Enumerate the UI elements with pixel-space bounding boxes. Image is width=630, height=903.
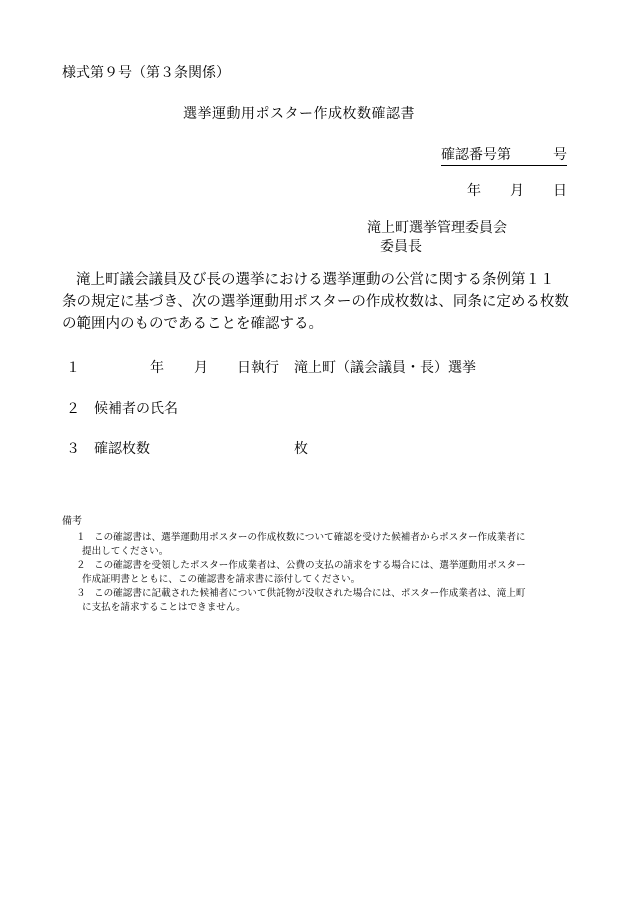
item1-day-exec: 日執行 <box>237 360 279 376</box>
note-text-line1: この確認書を受領したポスター作成業者は、公費の支払の請求をする場合には、選挙運動用ポスター <box>94 560 526 571</box>
note-item <box>62 559 582 587</box>
item3-number: ３ <box>66 441 80 457</box>
note-text-line2: に支払を請求することはできません。 <box>82 602 246 613</box>
item1-month: 月 <box>194 360 208 376</box>
date-month: 月 <box>510 183 524 199</box>
body-line-1: 滝上町議会議員及び長の選挙における選挙運動の公営に関する条例第１１ <box>76 272 555 288</box>
item3-unit: 枚 <box>294 441 308 457</box>
item1-year: 年 <box>150 360 164 376</box>
note-text-line1: この確認書に記載された候補者について供託物が没収された場合には、ポスター作成業者は、滝上町 <box>94 588 526 599</box>
item2-number: ２ <box>66 401 80 417</box>
note-number: ３ <box>76 588 86 599</box>
confirm-number-suffix: 号 <box>553 147 567 163</box>
issuer-role: 委員長 <box>380 239 422 255</box>
confirm-number <box>441 146 567 166</box>
confirm-number-label: 確認番号第 <box>441 147 511 163</box>
notes-section <box>62 515 582 615</box>
note-number: １ <box>76 532 86 543</box>
note-item <box>62 531 582 559</box>
body-paragraph <box>62 269 584 335</box>
note-text-line2: 作成証明書とともに、この確認書を請求書に添付してください。 <box>82 574 361 585</box>
date-year: 年 <box>467 183 481 199</box>
item1-number: １ <box>66 360 80 376</box>
issuer-org: 滝上町選挙管理委員会 <box>367 220 507 236</box>
form-id: 様式第９号（第３条関係） <box>62 65 230 81</box>
note-text-line2: 提出してください。 <box>82 546 169 557</box>
notes-heading: 備考 <box>62 516 82 527</box>
body-line-2: 条の規定に基づき、次の選挙運動用ポスターの作成枚数は、同条に定める枚数 <box>62 294 569 310</box>
item1-election: 滝上町（議会議員・長）選挙 <box>294 360 476 376</box>
note-item <box>62 587 582 615</box>
document-title: 選挙運動用ポスター作成枚数確認書 <box>183 106 415 122</box>
date-day: 日 <box>553 183 567 199</box>
note-number: ２ <box>76 560 86 571</box>
item2-label: 候補者の氏名 <box>94 401 178 417</box>
item3-label: 確認枚数 <box>94 441 150 457</box>
note-text-line1: この確認書は、選挙運動用ポスターの作成枚数について確認を受けた候補者からポスター作成業者に <box>94 532 526 543</box>
body-line-3: の範囲内のものであることを確認する。 <box>62 316 323 332</box>
